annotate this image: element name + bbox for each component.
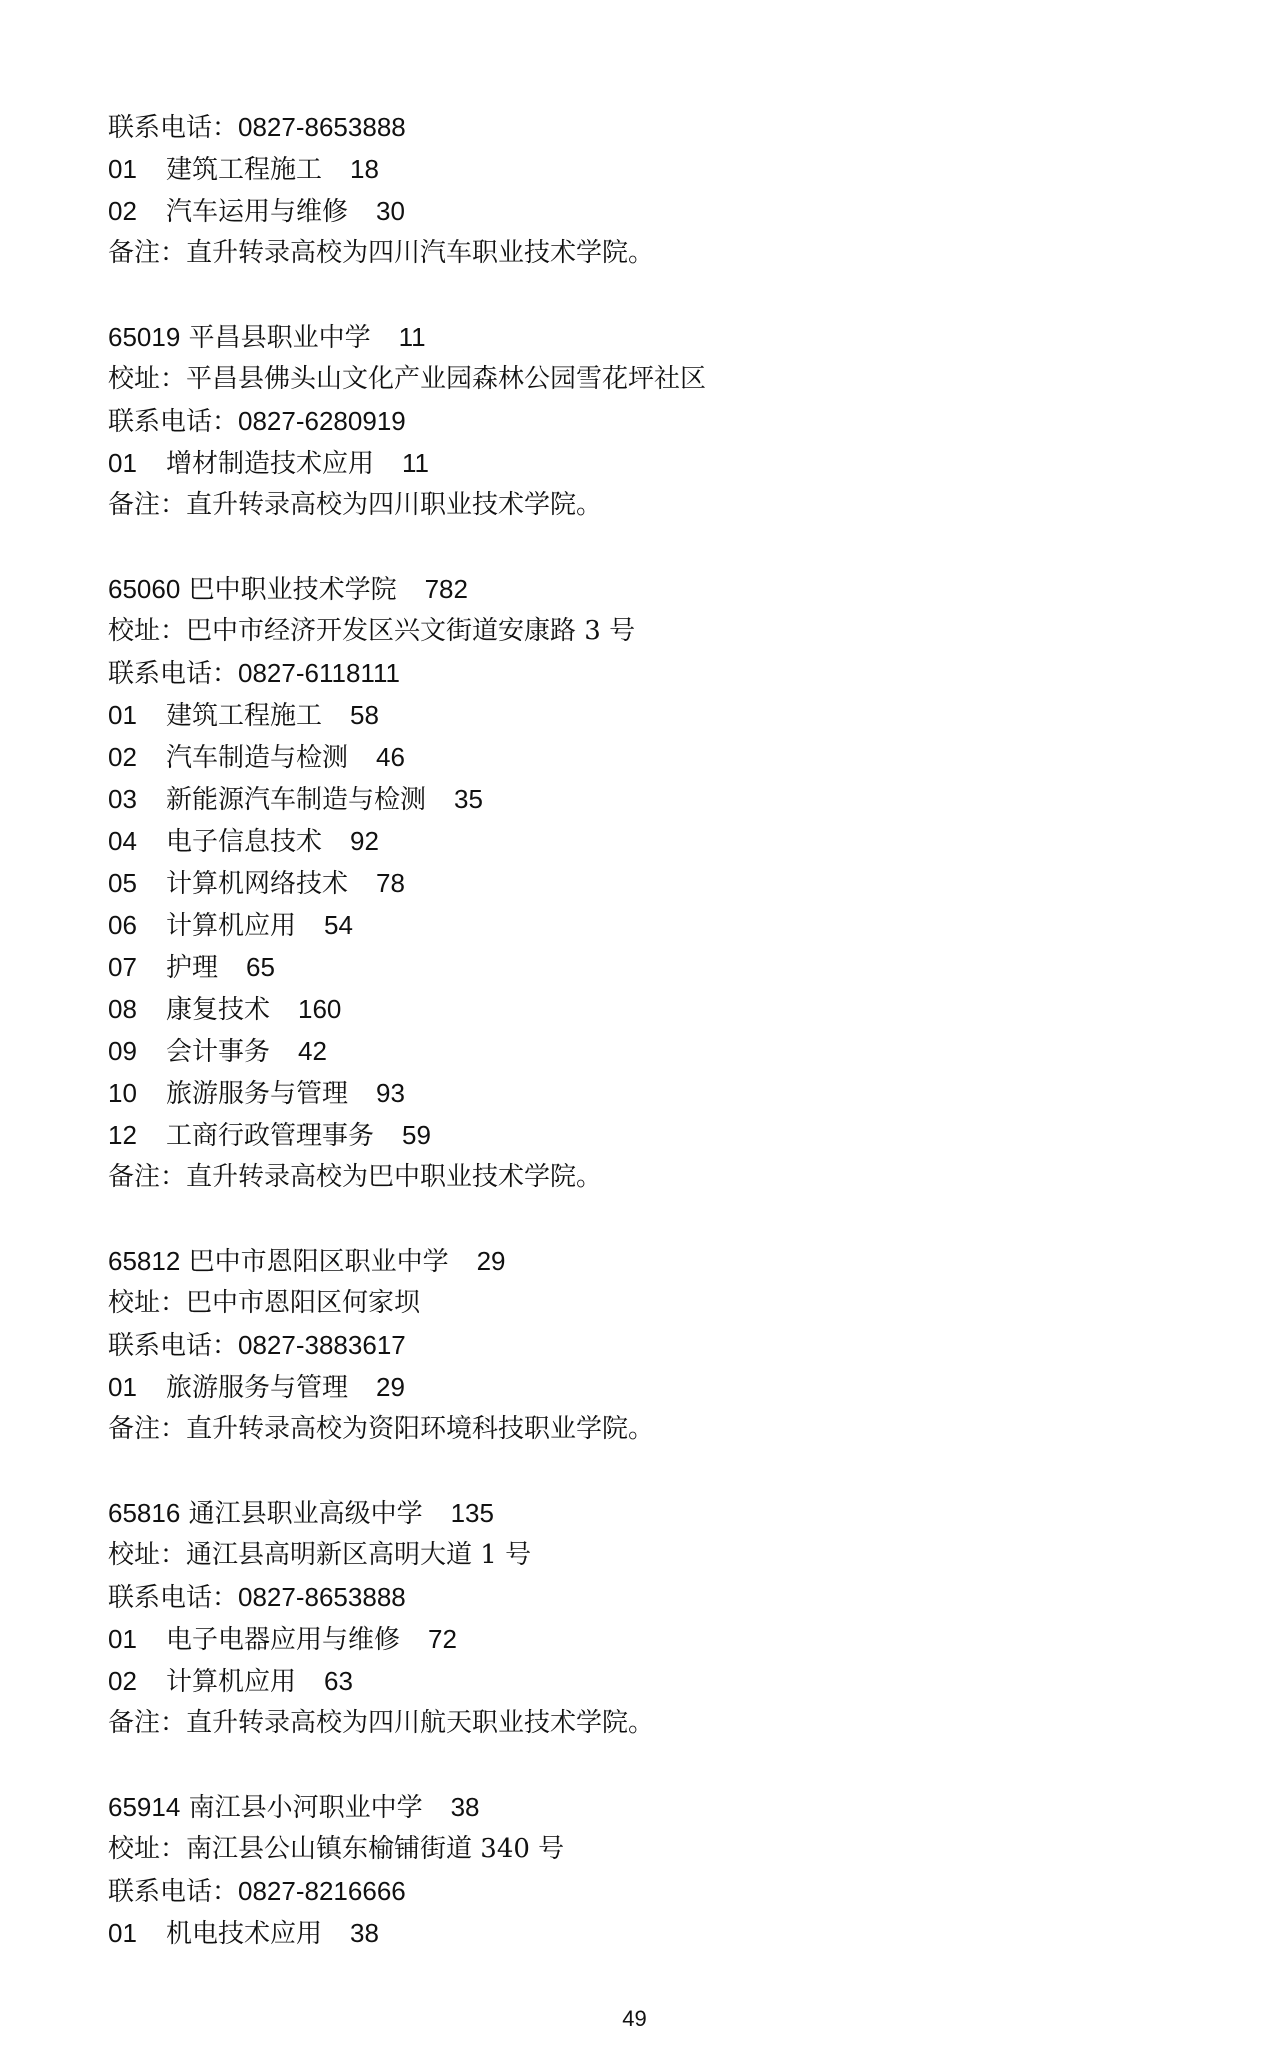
major-quota: 63 xyxy=(324,1666,353,1696)
block-spacer xyxy=(108,274,1168,316)
address-text: 南江县公山镇东榆铺街道 340 号 xyxy=(186,1834,565,1864)
major-name: 增材制造技术应用 xyxy=(166,449,375,479)
major-line xyxy=(108,442,1168,484)
major-code: 02 xyxy=(108,196,137,226)
school-block xyxy=(108,1492,1168,1744)
document-body xyxy=(108,106,1168,1954)
major-code: 12 xyxy=(108,1120,137,1150)
address-text: 巴中市恩阳区何家坝 xyxy=(186,1288,421,1318)
note-line: 备注：直升转录高校为资阳环境科技职业学院。 xyxy=(108,1414,655,1444)
major-line xyxy=(108,988,1168,1030)
major-quota: 11 xyxy=(402,448,430,478)
major-code: 01 xyxy=(108,1624,137,1654)
major-name: 计算机应用 xyxy=(166,911,297,941)
major-name: 电子电器应用与维修 xyxy=(166,1625,401,1655)
major-name: 汽车制造与检测 xyxy=(166,743,349,773)
address-line xyxy=(108,358,1168,400)
major-code: 01 xyxy=(108,1918,137,1948)
school-name: 巴中市恩阳区职业中学 xyxy=(188,1247,449,1277)
major-quota: 35 xyxy=(454,784,483,814)
major-quota: 30 xyxy=(376,196,405,226)
major-line xyxy=(108,736,1168,778)
address-line xyxy=(108,1282,1168,1324)
school-name: 南江县小河职业中学 xyxy=(188,1793,423,1823)
major-code: 04 xyxy=(108,826,137,856)
phone-line xyxy=(108,106,1168,148)
block-spacer xyxy=(108,1744,1168,1786)
major-quota: 78 xyxy=(376,868,405,898)
major-line xyxy=(108,862,1168,904)
major-quota: 58 xyxy=(350,700,379,730)
phone-label: 联系电话： xyxy=(108,659,239,689)
major-name: 电子信息技术 xyxy=(166,827,323,857)
school-name: 巴中职业技术学院 xyxy=(188,575,397,605)
phone-number: 0827-6118111 xyxy=(238,658,400,688)
major-name: 新能源汽车制造与检测 xyxy=(166,785,427,815)
school-code: 65816 xyxy=(108,1498,181,1528)
major-quota: 18 xyxy=(350,154,379,184)
major-name: 旅游服务与管理 xyxy=(166,1079,349,1109)
block-spacer xyxy=(108,526,1168,568)
phone-label: 联系电话： xyxy=(108,407,239,437)
school-quota: 11 xyxy=(398,322,426,352)
major-line xyxy=(108,1030,1168,1072)
school-code: 65914 xyxy=(108,1792,181,1822)
phone-label: 联系电话： xyxy=(108,113,239,143)
major-code: 03 xyxy=(108,784,137,814)
address-label: 校址： xyxy=(108,1288,187,1318)
major-line xyxy=(108,1366,1168,1408)
major-quota: 38 xyxy=(350,1918,379,1948)
major-quota: 65 xyxy=(246,952,275,982)
major-line xyxy=(108,1618,1168,1660)
phone-line xyxy=(108,1576,1168,1618)
school-heading xyxy=(108,568,1168,610)
major-quota: 46 xyxy=(376,742,405,772)
address-line xyxy=(108,1534,1168,1576)
major-line xyxy=(108,1660,1168,1702)
major-line xyxy=(108,1912,1168,1954)
major-code: 10 xyxy=(108,1078,137,1108)
major-name: 康复技术 xyxy=(166,995,271,1025)
block-spacer xyxy=(108,1450,1168,1492)
major-code: 09 xyxy=(108,1036,137,1066)
major-line xyxy=(108,778,1168,820)
school-name: 平昌县职业中学 xyxy=(188,323,371,353)
note-line: 备注：直升转录高校为巴中职业技术学院。 xyxy=(108,1162,603,1192)
major-quota: 93 xyxy=(376,1078,405,1108)
phone-label: 联系电话： xyxy=(108,1583,239,1613)
major-code: 05 xyxy=(108,868,137,898)
major-name: 会计事务 xyxy=(166,1037,271,1067)
major-line xyxy=(108,694,1168,736)
phone-number: 0827-6280919 xyxy=(238,406,406,436)
major-name: 计算机网络技术 xyxy=(166,869,349,899)
block-spacer xyxy=(108,1198,1168,1240)
address-label: 校址： xyxy=(108,364,187,394)
major-quota: 160 xyxy=(298,994,342,1024)
address-label: 校址： xyxy=(108,1540,187,1570)
major-name: 护理 xyxy=(166,953,219,983)
major-code: 01 xyxy=(108,154,137,184)
major-quota: 54 xyxy=(324,910,353,940)
school-heading xyxy=(108,1786,1168,1828)
major-name: 汽车运用与维修 xyxy=(166,197,349,227)
major-name: 建筑工程施工 xyxy=(166,155,323,185)
address-line xyxy=(108,610,1168,652)
major-name: 机电技术应用 xyxy=(166,1919,323,1949)
phone-line xyxy=(108,652,1168,694)
school-quota: 135 xyxy=(450,1498,494,1528)
school-block xyxy=(108,1786,1168,1954)
note-line: 备注：直升转录高校为四川汽车职业技术学院。 xyxy=(108,238,655,268)
phone-number: 0827-8653888 xyxy=(238,1582,406,1612)
phone-line xyxy=(108,400,1168,442)
address-text: 巴中市经济开发区兴文街道安康路 3 号 xyxy=(186,616,636,646)
school-heading xyxy=(108,316,1168,358)
phone-line xyxy=(108,1324,1168,1366)
note-line: 备注：直升转录高校为四川航天职业技术学院。 xyxy=(108,1708,655,1738)
major-line xyxy=(108,904,1168,946)
address-label: 校址： xyxy=(108,616,187,646)
page-number: 49 xyxy=(622,2006,647,2031)
phone-label: 联系电话： xyxy=(108,1331,239,1361)
major-code: 02 xyxy=(108,742,137,772)
address-text: 通江县高明新区高明大道 1 号 xyxy=(186,1540,532,1570)
phone-line xyxy=(108,1870,1168,1912)
major-name: 计算机应用 xyxy=(166,1667,297,1697)
phone-number: 0827-8653888 xyxy=(238,112,406,142)
school-code: 65060 xyxy=(108,574,181,604)
major-code: 02 xyxy=(108,1666,137,1696)
school-block xyxy=(108,316,1168,526)
major-line xyxy=(108,820,1168,862)
school-quota: 29 xyxy=(476,1246,506,1276)
phone-label: 联系电话： xyxy=(108,1877,239,1907)
school-heading xyxy=(108,1240,1168,1282)
school-code: 65812 xyxy=(108,1246,181,1276)
major-name: 工商行政管理事务 xyxy=(166,1121,375,1151)
major-code: 08 xyxy=(108,994,137,1024)
major-quota: 92 xyxy=(350,826,379,856)
major-quota: 29 xyxy=(376,1372,405,1402)
address-label: 校址： xyxy=(108,1834,187,1864)
school-quota: 782 xyxy=(424,574,468,604)
major-code: 07 xyxy=(108,952,137,982)
address-line xyxy=(108,1828,1168,1870)
school-block-continued xyxy=(108,106,1168,274)
major-code: 01 xyxy=(108,448,137,478)
phone-number: 0827-8216666 xyxy=(238,1876,406,1906)
major-quota: 59 xyxy=(402,1120,431,1150)
major-quota: 72 xyxy=(428,1624,457,1654)
major-name: 建筑工程施工 xyxy=(166,701,323,731)
major-line xyxy=(108,1114,1168,1156)
major-name: 旅游服务与管理 xyxy=(166,1373,349,1403)
school-quota: 38 xyxy=(450,1792,480,1822)
major-line xyxy=(108,148,1168,190)
school-block xyxy=(108,1240,1168,1450)
school-name: 通江县职业高级中学 xyxy=(188,1499,423,1529)
major-line xyxy=(108,946,1168,988)
major-quota: 42 xyxy=(298,1036,327,1066)
address-text: 平昌县佛头山文化产业园森林公园雪花坪社区 xyxy=(186,364,707,394)
major-code: 06 xyxy=(108,910,137,940)
major-code: 01 xyxy=(108,1372,137,1402)
major-line xyxy=(108,190,1168,232)
school-heading xyxy=(108,1492,1168,1534)
note-line: 备注：直升转录高校为四川职业技术学院。 xyxy=(108,490,603,520)
school-list xyxy=(108,274,1168,1954)
major-line xyxy=(108,1072,1168,1114)
major-code: 01 xyxy=(108,700,137,730)
school-block xyxy=(108,568,1168,1198)
phone-number: 0827-3883617 xyxy=(238,1330,406,1360)
school-code: 65019 xyxy=(108,322,181,352)
